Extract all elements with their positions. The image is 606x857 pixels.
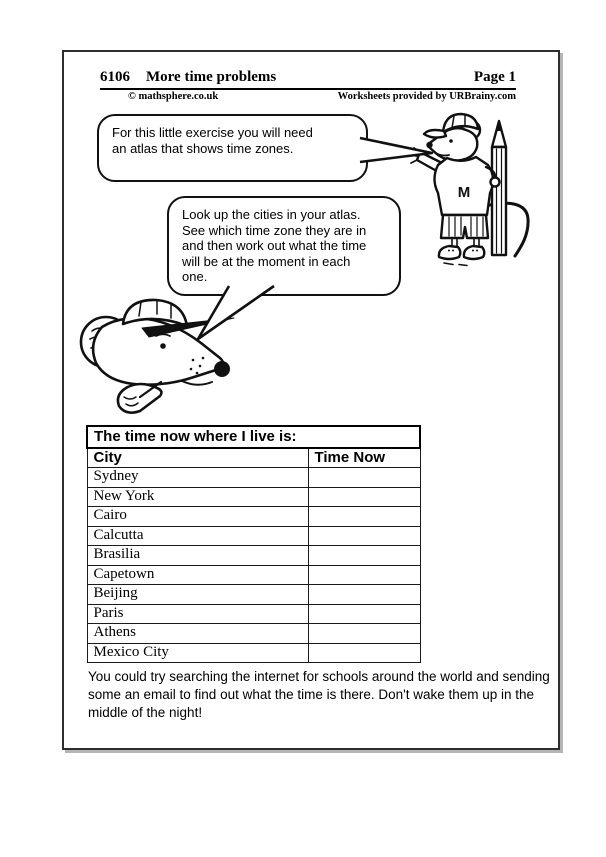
table-row: [87, 487, 420, 507]
page-header: [100, 69, 516, 90]
time-now-cell: [308, 507, 420, 527]
table-row: [87, 565, 420, 585]
city-cell: Calcutta: [87, 526, 308, 546]
speech-bubble-1: [97, 114, 368, 182]
mouse1-shoe: [439, 246, 460, 259]
table-row: [87, 624, 420, 644]
page-number: Page 1: [473, 69, 516, 85]
table-row: [87, 546, 420, 566]
header-credits: [100, 91, 516, 102]
time-now-cell: [308, 546, 420, 566]
speech-bubble-1-tail: [360, 130, 434, 168]
time-now-cell: [308, 526, 420, 546]
mouse2-hand: [118, 384, 162, 413]
time-now-cell: [308, 604, 420, 624]
time-now-cell: [308, 468, 420, 488]
time-now-cell: [308, 487, 420, 507]
city-cell: Paris: [87, 604, 308, 624]
mouse1-hand: [491, 178, 500, 187]
table-header-row: [87, 448, 420, 468]
table-caption: The time now where I live is:: [87, 426, 420, 448]
city-cell: Mexico City: [87, 643, 308, 663]
table-row: [87, 585, 420, 605]
table-row: [87, 526, 420, 546]
time-now-cell: [308, 565, 420, 585]
time-now-cell: [308, 624, 420, 644]
city-cell: Cairo: [87, 507, 308, 527]
worksheet-page: [62, 50, 560, 750]
mouse1-shorts: [441, 215, 488, 238]
mouse1-eye: [449, 139, 453, 143]
time-now-cell: [308, 585, 420, 605]
table-row: [87, 507, 420, 527]
pencil-body: [492, 147, 506, 255]
speech-bubble-1-text: For this little exercise you will need an atlas that shows time zones.: [112, 125, 313, 156]
time-now-cell: [308, 643, 420, 663]
provider-credit: Worksheets provided by URBrainy.com: [337, 91, 516, 102]
city-cell: Brasilia: [87, 546, 308, 566]
table-row: [87, 604, 420, 624]
speech-bubble-2: [167, 196, 401, 296]
column-header-city: City: [87, 448, 308, 468]
page-title: More time problems: [146, 69, 277, 85]
mouse2-nose: [214, 361, 230, 377]
city-cell: New York: [87, 487, 308, 507]
shirt-letter: M: [457, 184, 471, 201]
city-cell: Capetown: [87, 565, 308, 585]
time-zone-table: [86, 425, 421, 663]
city-cell: Athens: [87, 624, 308, 644]
mouse2-eye: [160, 343, 166, 349]
table-row: [87, 468, 420, 488]
speech-bubble-2-tail: [189, 286, 289, 342]
city-cell: Beijing: [87, 585, 308, 605]
city-cell: Sydney: [87, 468, 308, 488]
table-caption-row: [87, 426, 420, 448]
mouse1-shoe: [464, 246, 484, 259]
table-row: [87, 643, 420, 663]
copyright-text: © mathsphere.co.uk: [128, 91, 219, 102]
footer-note: You could try searching the internet for schools around the world and sending some an email to find out what the time is there. Don't wake them up in the middle of the night!: [88, 669, 550, 720]
column-header-time-now: Time Now: [308, 448, 420, 468]
doc-number: 6106: [100, 69, 130, 85]
speech-bubble-2-text: Look up the cities in your atlas. See which time zone they are in and then work out what the time will be at the moment in each one.: [182, 207, 367, 284]
